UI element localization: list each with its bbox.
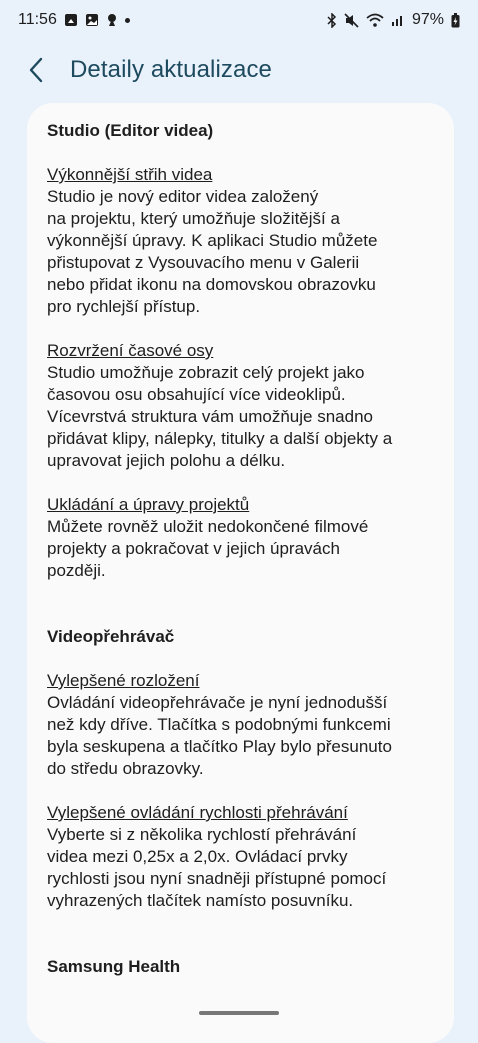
item-text-line: rychlosti jsou nyní snadněji přístupné pomocí <box>47 869 387 888</box>
gallery-icon <box>64 13 78 27</box>
item-text-line: do středu obrazovky. <box>47 759 204 778</box>
item-text-line: Vícevrstvá struktura vám umožňuje snadno <box>47 407 373 426</box>
back-button[interactable] <box>14 48 58 92</box>
status-time: 11:56 <box>18 11 57 28</box>
item-text-line: než kdy dříve. Tlačítka s podobnými funkcemi <box>47 715 391 734</box>
dot-icon <box>125 18 130 23</box>
item-subtitle: Vylepšené ovládání rychlosti přehrávání <box>47 803 348 822</box>
bluetooth-icon <box>327 13 337 28</box>
item-text-line: upravovat jejich polohu a délku. <box>47 451 286 470</box>
scroll-fade <box>27 1003 454 1043</box>
item-text-line: na projektu, který umožňuje složitější a <box>47 209 340 228</box>
item-text-line: byla seskupena a tlačítko Play bylo přesunuto <box>47 737 392 756</box>
status-right <box>327 11 460 29</box>
item-text-line: přidávat klipy, nálepky, titulky a další objekty a <box>47 429 393 448</box>
mute-icon <box>344 13 359 28</box>
status-bar <box>0 0 478 40</box>
item-text-line: výkonnější úpravy. K aplikaci Studio můžete <box>47 231 378 250</box>
item-text-line: časovou osu obsahující více videoklipů. <box>47 385 346 404</box>
item-text-line: Vyberte si z několika rychlostí přehrávání <box>47 825 357 844</box>
item-text-line: nebo přidat ikonu na domovskou obrazovku <box>47 275 376 294</box>
section-title: Videopřehrávač <box>47 627 175 646</box>
battery-percent: 97% <box>411 11 444 28</box>
item-subtitle: Rozvržení časové osy <box>47 341 214 360</box>
section-title: Samsung Health <box>47 957 181 976</box>
gesture-nav-handle[interactable] <box>199 1011 279 1015</box>
item-text-line: videa mezi 0,25x a 2,0x. Ovládací prvky <box>47 847 348 866</box>
item-text-line: vyhrazených tlačítek namísto posuvníku. <box>47 891 354 910</box>
keyhole-icon <box>106 13 118 27</box>
page-title: Detaily aktualizace <box>70 56 272 83</box>
section-title: Studio (Editor videa) <box>47 121 214 140</box>
status-left <box>18 11 130 29</box>
section-video-player <box>47 626 434 912</box>
item-subtitle: Výkonnější střih videa <box>47 165 213 184</box>
section-studio <box>47 120 434 582</box>
item-text-line: Ovládání videopřehrávače je nyní jednodušší <box>47 693 388 712</box>
item-text-line: pro rychlejší přístup. <box>47 297 201 316</box>
section-samsung-health <box>47 956 434 978</box>
signal-icon <box>391 13 405 27</box>
item-text-line: Můžete rovněž uložit nedokončené filmové <box>47 517 369 536</box>
item-text-line: Studio umožňuje zobrazit celý projekt jako <box>47 363 365 382</box>
item-text-line: Studio je nový editor videa založený <box>47 187 319 206</box>
item-text-line: později. <box>47 561 106 580</box>
item-subtitle: Ukládání a úpravy projektů <box>47 495 250 514</box>
item-text-line: přistupovat z Vysouvacího menu v Galerii <box>47 253 360 272</box>
battery-icon <box>451 13 460 28</box>
wifi-icon <box>366 13 384 27</box>
app-header <box>0 48 478 92</box>
photo-icon <box>85 13 99 27</box>
item-text-line: projekty a pokračovat v jejich úpravách <box>47 539 340 558</box>
item-subtitle: Vylepšené rozložení <box>47 671 200 690</box>
update-details-card[interactable] <box>27 103 454 1043</box>
chevron-left-icon <box>28 57 44 83</box>
